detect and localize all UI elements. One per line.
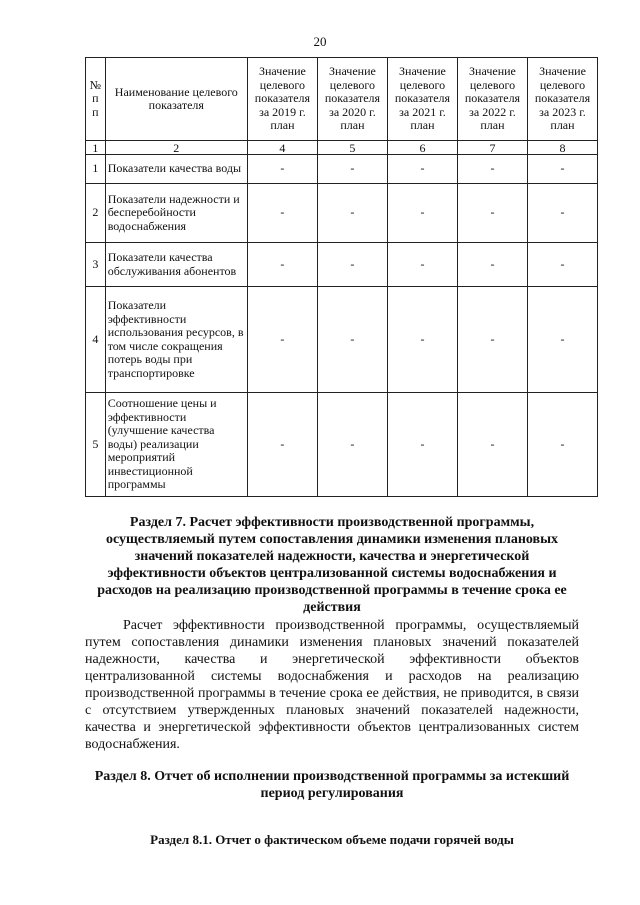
table-row	[86, 243, 598, 287]
table-row	[86, 393, 598, 497]
row-number: 1	[86, 155, 106, 184]
page-number: 20	[313, 34, 327, 49]
value-cell: -	[457, 287, 527, 393]
header-year-2020: Значение целевого показателя за 2020 г. план	[317, 58, 387, 141]
header-year-2023: Значение целевого показателя за 2023 г. план	[527, 58, 597, 141]
row-number: 5	[86, 393, 106, 497]
indicator-name: Показатели надежности и бесперебойности водоснабжения	[105, 184, 247, 243]
value-cell: -	[387, 393, 457, 497]
value-cell: -	[317, 287, 387, 393]
value-cell: -	[247, 155, 317, 184]
column-number: 8	[527, 141, 597, 155]
table-row	[86, 155, 598, 184]
column-number: 6	[387, 141, 457, 155]
value-cell: -	[527, 287, 597, 393]
section-8-1-container	[85, 831, 579, 848]
header-year-2021: Значение целевого показателя за 2021 г. план	[387, 58, 457, 141]
section-7-body: Расчет эффективности производственной программы, осуществляемый путем сопоставления динамики изменения плановых значений показателей надежности, качества и энергетической эффективности объектов централизованной системы водоснабжения и расходов на реализацию производственной программы в течение срока ее действия, не приводится, в связи с отсутствием утвержденных плановых значений показателей надежности, качества и энергетической эффективности объектов централизованных систем водоснабжения.	[85, 618, 579, 752]
indicator-name: Показатели качества обслуживания абонентов	[105, 243, 247, 287]
value-cell: -	[527, 155, 597, 184]
value-cell: -	[387, 243, 457, 287]
value-cell: -	[387, 287, 457, 393]
value-cell: -	[317, 155, 387, 184]
target-indicators-table	[85, 57, 598, 497]
section-8-1-heading: Раздел 8.1. Отчет о фактическом объеме подачи горячей воды	[150, 832, 514, 847]
column-number: 2	[105, 141, 247, 155]
column-number: 1	[86, 141, 106, 155]
indicator-name: Показатели качества воды	[105, 155, 247, 184]
value-cell: -	[317, 184, 387, 243]
header-number: № п п	[86, 58, 106, 141]
header-indicator-name: Наименование целевого показателя	[105, 58, 247, 141]
row-number: 4	[86, 287, 106, 393]
value-cell: -	[317, 243, 387, 287]
table-header-row	[86, 58, 598, 141]
table-row	[86, 184, 598, 243]
value-cell: -	[457, 393, 527, 497]
column-number: 4	[247, 141, 317, 155]
column-number-row	[86, 141, 598, 155]
value-cell: -	[527, 393, 597, 497]
value-cell: -	[387, 184, 457, 243]
header-year-2022: Значение целевого показателя за 2022 г. план	[457, 58, 527, 141]
column-number: 5	[317, 141, 387, 155]
section-8-heading: Раздел 8. Отчет об исполнении производственной программы за истекший период регулирования	[94, 769, 570, 801]
row-number: 3	[86, 243, 106, 287]
value-cell: -	[527, 184, 597, 243]
indicator-name: Показатели эффективности использования ресурсов, в том числе сокращения потерь воды при транспортировке	[105, 287, 247, 393]
value-cell: -	[457, 155, 527, 184]
value-cell: -	[527, 243, 597, 287]
row-number: 2	[86, 184, 106, 243]
table-row	[86, 287, 598, 393]
value-cell: -	[247, 287, 317, 393]
indicator-name: Соотношение цены и эффективности (улучшение качества воды) реализации мероприятий инвестиционной программы	[105, 393, 247, 497]
column-number: 7	[457, 141, 527, 155]
value-cell: -	[387, 155, 457, 184]
header-year-2019: Значение целевого показателя за 2019 г. план	[247, 58, 317, 141]
value-cell: -	[457, 184, 527, 243]
value-cell: -	[247, 393, 317, 497]
value-cell: -	[247, 184, 317, 243]
value-cell: -	[457, 243, 527, 287]
value-cell: -	[247, 243, 317, 287]
value-cell: -	[317, 393, 387, 497]
section-7-heading: Раздел 7. Расчет эффективности производственной программы, осуществляемый путем сопоставления динамики изменения плановых значений показателей надежности, качества и энергетической эффективности объектов централизованной системы водоснабжения и расходов на реализацию производственной программы в течение срока ее действия	[97, 515, 567, 615]
